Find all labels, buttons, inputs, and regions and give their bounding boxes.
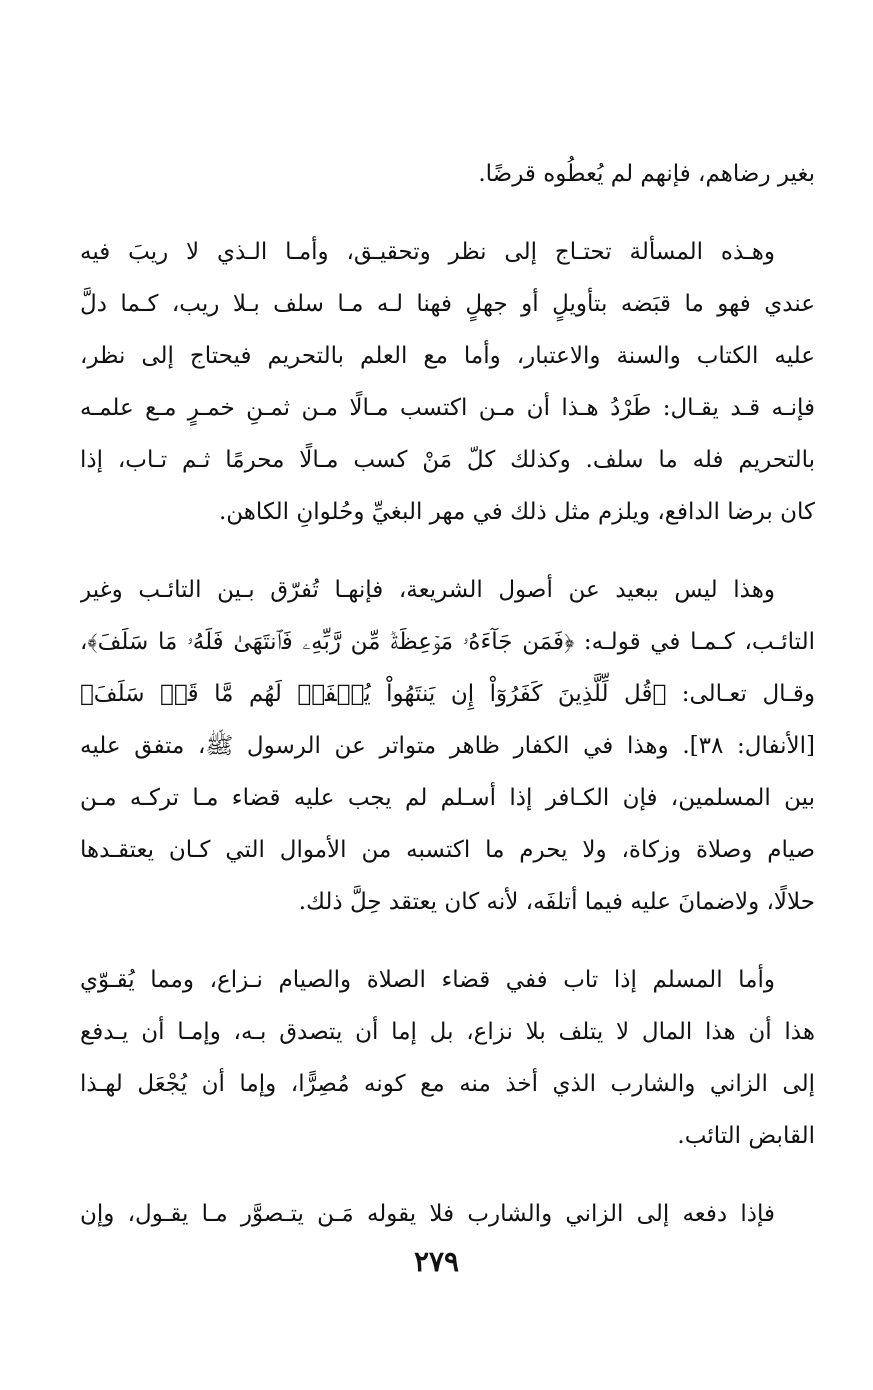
text-line: عليه الكتاب والسنة والاعتبار، وأما مع العلم بالتحريم فيحتاج إلى نظر، bbox=[80, 343, 815, 369]
quran-verse-line: وقـال تعـالى: ﴿قُل لِّلَّذِينَ كَفَرُوٓاْ إِن يَنتَهُواْ يُغۡفَرۡ لَهُم مَّا قَدۡ سَلَفَ﴾ bbox=[80, 681, 815, 707]
paragraph-3 bbox=[80, 564, 815, 928]
text-line-with-reference: [الأنفال: ٣٨]. وهذا في الكفار ظاهر متواتر عن الرسول ﷺ، متفق عليه bbox=[80, 733, 815, 759]
main-text bbox=[80, 148, 815, 1266]
text-line: صيام وصلاة وزكاة، ولا يحرم ما اكتسبه من الأموال التي كـان يعتقـدها bbox=[80, 837, 815, 863]
text-line: وهـذه المسألة تحتـاج إلى نظر وتحقيـق، وأمـا الـذي لا ريبَ فيه bbox=[80, 239, 775, 265]
page-number: ٢٧٩ bbox=[413, 1245, 460, 1278]
text-line: فإنـه قـد يقـال: طَرْدُ هـذا أن مـن اكتسب مـالًا مـن ثمـنِ خمـرٍ مـع علمـه bbox=[80, 395, 815, 421]
text-line: بغير رضاهم، فإنهم لم يُعطُوه قرضًا. bbox=[478, 161, 815, 187]
quran-verse-line: التائـب، كـمـا في قولـه: ﴿فَمَن جَآءَهُۥ مَوۡعِظَةٞ مِّن رَّبِّهِۦ فَٱنتَهَىٰ فَلَهُۥ مَا سَلَفَ﴾، bbox=[80, 629, 815, 655]
text-line: عندي فهو ما قبَضه بتأويلٍ أو جهلٍ فهنا لـه مـا سلف بـلا ريب، كـما دلَّ bbox=[80, 291, 815, 317]
text-line: حلالًا، ولاضمانَ عليه فيما أتلفَه، لأنه كان يعتقد حِلَّ ذلك. bbox=[298, 889, 815, 915]
text-line: إلى الزاني والشارب الذي أخذ منه مع كونه مُصِرًّا، وإما أن يُجْعَل لهـذا bbox=[80, 1071, 815, 1097]
text-line: القابض التائب. bbox=[677, 1123, 815, 1149]
text-line: بين المسلمين، فإن الكـافر إذا أسـلم لم يجب عليه قضاء مـا تركـه مـن bbox=[80, 785, 815, 811]
paragraph-4 bbox=[80, 954, 815, 1162]
paragraph-5 bbox=[80, 1188, 815, 1240]
text-line: فإذا دفعه إلى الزاني والشارب فلا يقوله مَـن يتـصوَّر مـا يقـول، وإن bbox=[80, 1201, 775, 1227]
text-line: بالتحريم فله ما سلف. وكذلك كلّ مَنْ كسب مـالًا محرمًا ثـم تـاب، إذا bbox=[80, 447, 815, 473]
text-line: وأما المسلم إذا تاب ففي قضاء الصلاة والصيام نـزاع، ومما يُقـوّي bbox=[80, 967, 775, 993]
text-line: هذا أن هذا المال لا يتلف بلا نزاع، بل إما أن يتصدق بـه، وإمـا أن يـدفع bbox=[80, 1019, 815, 1045]
paragraph-1 bbox=[80, 148, 815, 200]
text-line: وهذا ليس ببعيد عن أصول الشريعة، فإنهـا تُفرّق بـين التائـب وغير bbox=[80, 577, 775, 603]
paragraph-2 bbox=[80, 226, 815, 538]
text-line: كان برضا الدافع، ويلزم مثل ذلك في مهر البغيِّ وحُلوانِ الكاهن. bbox=[218, 499, 815, 525]
